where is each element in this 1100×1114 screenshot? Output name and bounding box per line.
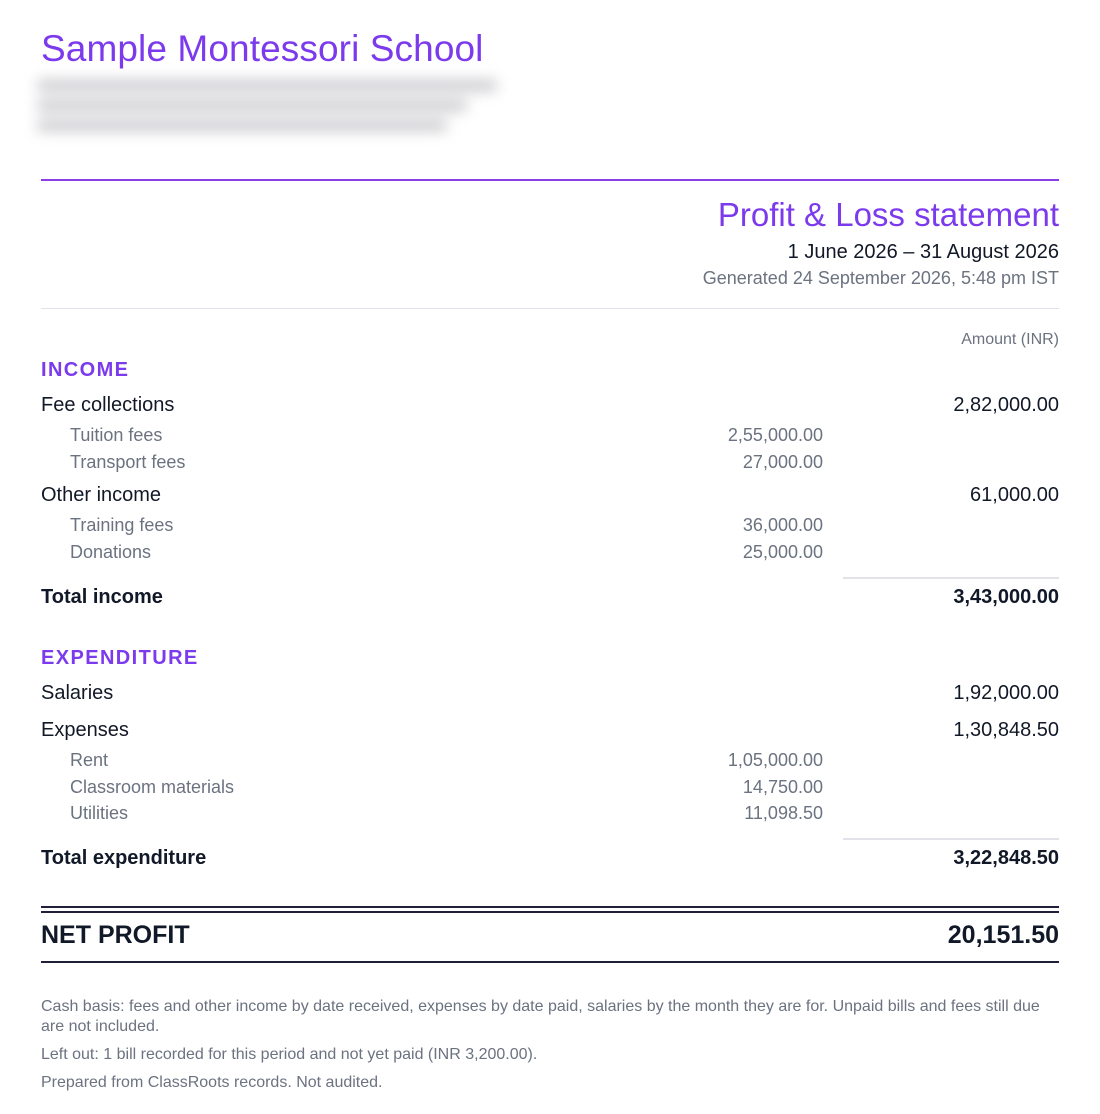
group-amount: 2,82,000.00 — [953, 394, 1059, 416]
title-divider — [41, 308, 1059, 309]
statement-title: Profit & Loss statement — [717, 196, 1059, 233]
income-heading: INCOME — [41, 359, 130, 381]
total-amount: 3,43,000.00 — [953, 586, 1059, 608]
expenditure-heading: EXPENDITURE — [41, 647, 199, 669]
generated-timestamp: Generated 24 September 2026, 5:48 pm IST — [702, 268, 1059, 288]
total-amount: 3,22,848.50 — [953, 847, 1059, 869]
redacted-address — [37, 80, 507, 134]
total-label: Total expenditure — [41, 847, 207, 869]
group-amount: 1,92,000.00 — [953, 682, 1059, 704]
amount-column-header: Amount (INR) — [961, 331, 1059, 348]
group-label: Salaries — [41, 682, 114, 704]
group-amount: 1,30,848.50 — [953, 719, 1059, 741]
item-amount: 36,000.00 — [742, 515, 823, 535]
group-amount: 61,000.00 — [970, 484, 1059, 506]
item-amount: 2,55,000.00 — [727, 425, 823, 445]
group-label: Other income — [41, 484, 162, 506]
item-label: Donations — [70, 542, 152, 562]
item-amount: 11,098.50 — [744, 803, 823, 823]
net-double-rule-bottom — [41, 911, 1059, 913]
note-left-out: Left out: 1 bill recorded for this period and not yet paid (INR 3,200.00). — [41, 1046, 538, 1063]
item-label: Rent — [70, 750, 109, 770]
item-amount: 27,000.00 — [742, 452, 823, 472]
net-amount: 20,151.50 — [947, 921, 1059, 949]
group-label: Expenses — [41, 719, 129, 741]
note-prepared: Prepared from ClassRoots records. Not audited. — [41, 1074, 383, 1091]
item-label: Utilities — [70, 803, 129, 823]
item-label: Classroom materials — [70, 777, 235, 797]
total-label: Total income — [41, 586, 163, 608]
item-label: Transport fees — [70, 452, 186, 472]
item-amount: 1,05,000.00 — [727, 750, 823, 770]
income-sum-line — [843, 577, 1059, 579]
net-double-rule-top — [41, 906, 1059, 908]
item-label: Training fees — [70, 515, 174, 535]
statement-period: 1 June 2026 – 31 August 2026 — [787, 241, 1059, 263]
group-label: Fee collections — [41, 394, 175, 416]
note-cash-basis: Cash basis: fees and other income by date received, expenses by date paid, salaries by the month they are for. Unpaid bills and fees still due are not included. — [41, 998, 1040, 1035]
school-name: Sample Montessori School — [41, 28, 484, 69]
header-divider — [41, 179, 1059, 181]
item-amount: 25,000.00 — [742, 542, 823, 562]
net-bottom-rule — [41, 961, 1059, 963]
statement-page — [41, 0, 1059, 1114]
item-label: Tuition fees — [70, 425, 163, 445]
expenditure-sum-line — [843, 838, 1059, 840]
net-label: NET PROFIT — [41, 921, 190, 949]
item-amount: 14,750.00 — [742, 777, 823, 797]
